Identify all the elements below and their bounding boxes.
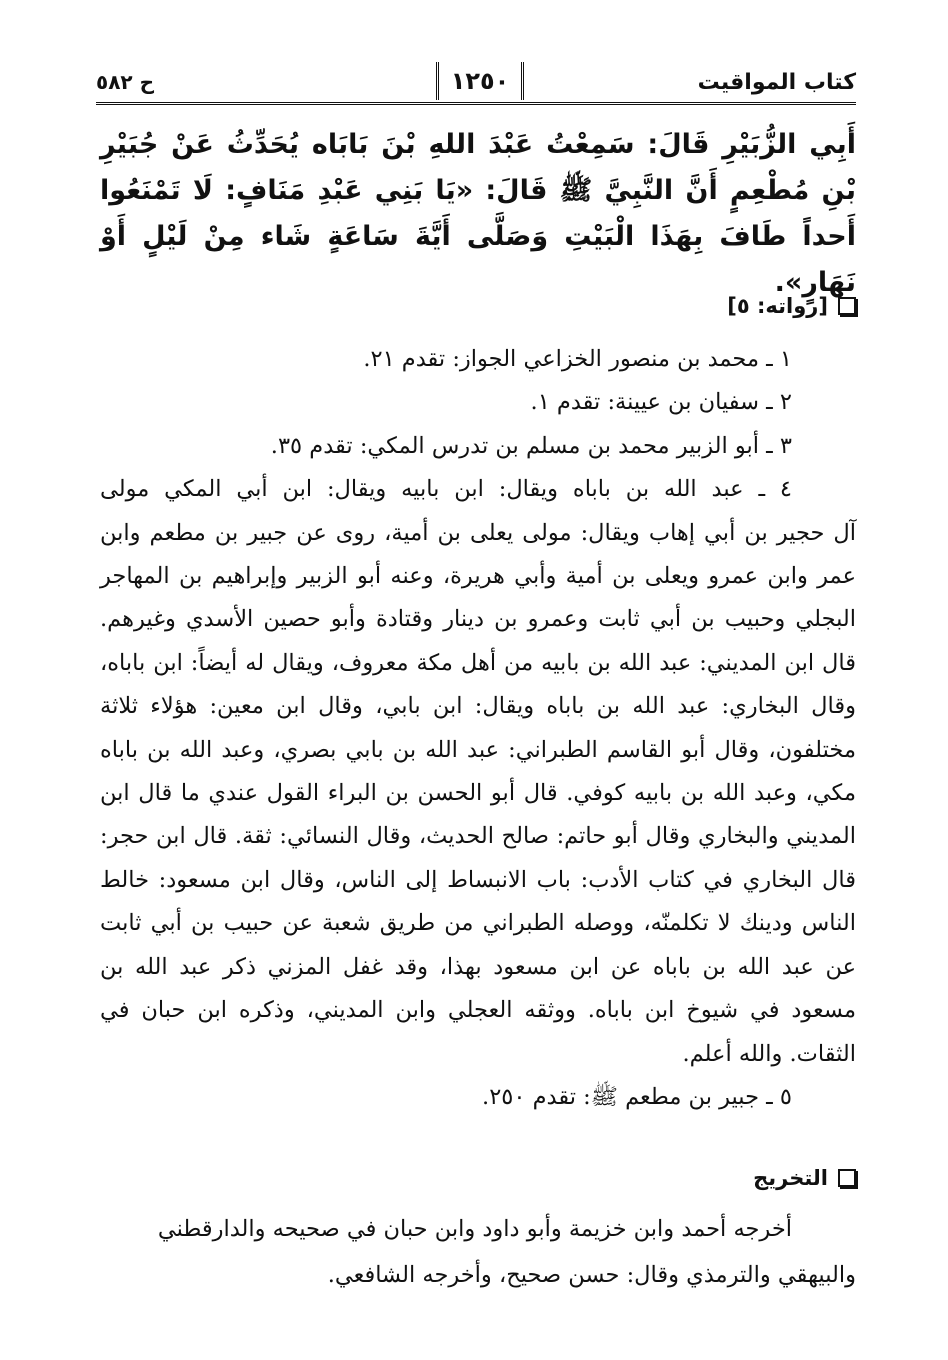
takhrij-first-line: أخرجه أحمد وابن خزيمة وأبو داود وابن حبان في صحيحه والدارقطني: [157, 1216, 792, 1242]
narrator-item-2: ٢ ـ سفيان بن عيينة: تقدم ١.: [530, 389, 792, 416]
hadith-number: ١٢٥٠: [436, 62, 524, 100]
narrator-item-1: ١ ـ محمد بن منصور الخزاعي الجواز: تقدم ٢١.: [363, 346, 792, 372]
narrators-heading: [727, 294, 856, 318]
narrators-heading-label: [رواته: ٥]: [727, 294, 828, 318]
checkbox-square-icon: [838, 1169, 856, 1187]
narrator-item-4-first-line: ٤ ـ عبد الله بن باباه ويقال: ابن بابيه ويقال: ابن أبي المكي مولى: [100, 476, 792, 503]
checkbox-square-icon: [838, 297, 856, 315]
narrator-item-4-body: آل حجير بن أبي إهاب ويقال: مولى يعلى بن أمية، روى عن جبير بن مطعم وابن عمر وابن عمرو ويعلى بن أمية وأبي هريرة، وعنه أبو الزبير وإبراهيم بن المهاجر البجلي وحبيب بن أبي ثابت وعمرو بن دينار وقتادة وأبو حصين الأسدي وغيرهم. قال ابن المديني: عبد الله بن بابيه من أهل مكة معروف، ويقال له أيضاً: ابن باباه، وقال البخاري: عبد الله بن باباه ويقال: ابن بابي، وقال ابن معين: هؤلاء ثلاثة مختلفون، وقال أبو القاسم الطبراني: عبد الله بن بابي بصري، وعبد الله بن باباه مكي، وعبد الله بن بابيه كوفي. قال أبو الحسن بن البراء القول عندي ما قال ابن المديني والبخاري وقال أبو حاتم: صالح الحديث، وقال النسائي: ثقة. قال ابن حجر: قال البخاري في كتاب الأدب: باب الانبساط إلى الناس، وقال ابن مسعود: خالط الناس ودينك لا تكلمنّه، ووصله الطبراني من طريق شعبة عن حبيب بن أبي ثابت عن عبد الله بن باباه عن ابن مسعود بهذا، وقد غفل المزني ذكر عبد الله بن مسعود في شيوخ ابن باباه. ووثقه العجلي وابن المديني، وذكره ابن حبان في الثقات. والله أعلم.: [100, 519, 856, 1067]
book-title: كتاب المواقيت: [697, 70, 856, 95]
narrator-item-3: ٣ ـ أبو الزبير محمد بن مسلم بن تدرس المكي: تقدم ٣٥.: [270, 432, 792, 459]
takhrij-heading-label: التخريج: [753, 1166, 828, 1190]
narrators-list: [100, 338, 856, 1119]
takhrij-text: [100, 1206, 856, 1298]
narrator-item-4: [100, 468, 856, 1076]
narrator-item-5: ٥ ـ جبير بن مطعم ﷺ: تقدم ٢٥٠.: [482, 1083, 792, 1110]
page-header: [96, 62, 856, 106]
hadith-text: أَبِي الزُّبَيْرِ قَالَ: سَمِعْتُ عَبْدَ اللهِ بْنَ بَابَاه يُحَدِّثُ عَنْ جُبَيْرِ بْنِ مُطْعِمٍ أَنَّ النَّبِيَّ ﷺ قَالَ: «يَا بَنِي عَبْدِ مَنَافٍ: لَا تَمْنَعُوا أَحداً طَافَ بِهَذَا الْبَيْتِ وَصَلَّى أَيَّةَ سَاعَةٍ شَاء مِنْ لَيْلٍ أَوْ نَهَارٍ».: [100, 129, 856, 298]
page-reference: ح ٥٨٢: [96, 70, 155, 94]
takhrij-heading: [753, 1166, 856, 1190]
header-rule: [96, 102, 856, 105]
takhrij-second-line: والبيهقي والترمذي وقال: حسن صحيح، وأخرجه الشافعي.: [327, 1262, 856, 1288]
